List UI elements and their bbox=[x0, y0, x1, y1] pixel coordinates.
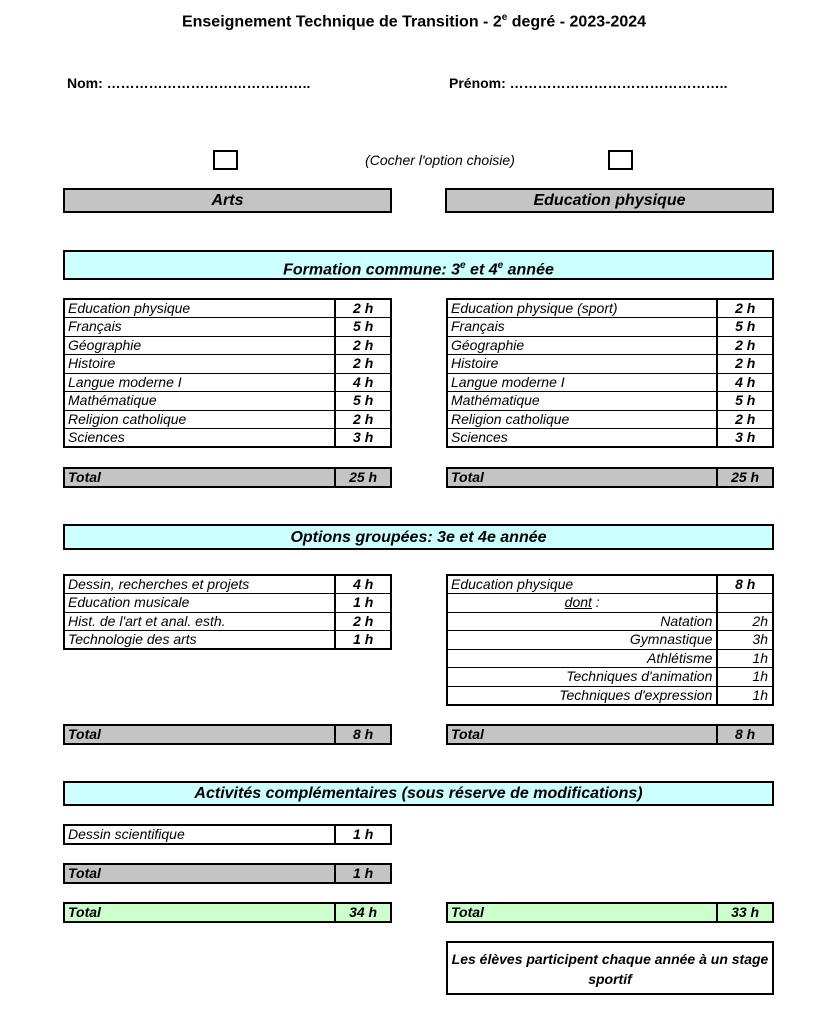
activites-total bbox=[63, 863, 392, 884]
table-row bbox=[64, 373, 391, 392]
total-label: Total bbox=[64, 468, 335, 487]
subject-cell: Hist. de l'art et anal. esth. bbox=[64, 612, 335, 631]
subject-cell: Sciences bbox=[64, 429, 335, 448]
table-row bbox=[64, 336, 391, 355]
subject-cell: Natation bbox=[447, 612, 717, 631]
education-physique-option-header: Education physique bbox=[445, 188, 774, 213]
subject-cell: Sciences bbox=[447, 429, 717, 448]
page-title bbox=[0, 12, 828, 31]
hours-cell: 2 h bbox=[717, 355, 773, 374]
table-row bbox=[64, 299, 391, 318]
table-row bbox=[447, 429, 773, 448]
hours-cell: 5 h bbox=[717, 318, 773, 337]
table-row bbox=[64, 318, 391, 337]
hours-cell: 2 h bbox=[335, 612, 391, 631]
subject-cell: Education physique bbox=[447, 575, 717, 594]
grand-total-ep bbox=[446, 902, 774, 923]
hours-cell: 1h bbox=[717, 668, 773, 687]
subject-cell: Education musicale bbox=[64, 594, 335, 613]
options-arts-table bbox=[63, 574, 392, 650]
table-row bbox=[447, 318, 773, 337]
stage-sportif-note: Les élèves participent chaque année à un stage sportif bbox=[446, 941, 774, 995]
table-row bbox=[64, 631, 391, 650]
hours-cell: 5 h bbox=[335, 392, 391, 411]
nom-field[interactable]: Nom: …………………………………….. bbox=[67, 75, 311, 91]
table-row bbox=[447, 612, 773, 631]
section-options-groupees: Options groupées: 3e et 4e année bbox=[63, 524, 774, 550]
hours-cell: 3 h bbox=[335, 429, 391, 448]
table-row bbox=[447, 355, 773, 374]
subject-cell: Techniques d'expression bbox=[447, 686, 717, 705]
cocher-instruction: (Cocher l'option choisie) bbox=[365, 152, 515, 168]
section-sup: e bbox=[460, 260, 466, 271]
table-row bbox=[64, 410, 391, 429]
section-text: et 4 bbox=[465, 261, 498, 279]
subject-cell: Athlétisme bbox=[447, 649, 717, 668]
subject-cell: Histoire bbox=[64, 355, 335, 374]
table-row bbox=[64, 612, 391, 631]
hours-cell: 4 h bbox=[717, 373, 773, 392]
subject-cell: Dessin scientifique bbox=[64, 825, 335, 844]
hours-cell: 4 h bbox=[335, 575, 391, 594]
dont-colon: : bbox=[591, 594, 600, 611]
hours-cell: 2h bbox=[717, 612, 773, 631]
section-formation-commune bbox=[63, 250, 774, 280]
total-label: Total bbox=[64, 903, 335, 922]
subject-cell: Dessin, recherches et projets bbox=[64, 575, 335, 594]
subject-cell: Langue moderne I bbox=[447, 373, 717, 392]
subject-cell: Mathématique bbox=[64, 392, 335, 411]
empty-hours-cell bbox=[717, 594, 773, 613]
dont-label: dont bbox=[564, 594, 592, 611]
table-row bbox=[447, 373, 773, 392]
section-activites: Activités complémentaires (sous réserve de modifications) bbox=[63, 781, 774, 806]
title-superscript: e bbox=[501, 12, 508, 23]
table-row bbox=[64, 825, 391, 844]
arts-option-header: Arts bbox=[63, 188, 392, 213]
table-row bbox=[447, 649, 773, 668]
table-row bbox=[64, 355, 391, 374]
subject-cell: Education physique bbox=[64, 299, 335, 318]
hours-cell: 1 h bbox=[335, 825, 391, 844]
table-row bbox=[447, 631, 773, 650]
prenom-field[interactable]: Prénom: ……………………………………….. bbox=[449, 75, 728, 91]
total-value: 25 h bbox=[717, 468, 773, 487]
hours-cell: 8 h bbox=[717, 575, 773, 594]
table-row bbox=[447, 299, 773, 318]
table-row bbox=[447, 668, 773, 687]
formation-commune-arts-table bbox=[63, 298, 392, 448]
subject-cell: Français bbox=[447, 318, 717, 337]
formation-ep-total bbox=[446, 467, 774, 488]
options-arts-total bbox=[63, 724, 392, 745]
subject-cell: Gymnastique bbox=[447, 631, 717, 650]
total-label: Total bbox=[447, 468, 717, 487]
total-value: 33 h bbox=[717, 903, 773, 922]
subject-cell: Techniques d'animation bbox=[447, 668, 717, 687]
total-label: Total bbox=[64, 725, 335, 744]
formation-commune-ep-table bbox=[446, 298, 774, 448]
hours-cell: 3h bbox=[717, 631, 773, 650]
total-label: Total bbox=[447, 903, 717, 922]
table-row bbox=[447, 594, 773, 613]
subject-cell: Mathématique bbox=[447, 392, 717, 411]
section-text: année bbox=[503, 261, 554, 279]
title-text-end: degré - 2023-2024 bbox=[507, 13, 647, 31]
total-label: Total bbox=[64, 864, 335, 883]
subject-cell: Education physique (sport) bbox=[447, 299, 717, 318]
hours-cell: 1 h bbox=[335, 594, 391, 613]
subject-cell: Technologie des arts bbox=[64, 631, 335, 650]
table-row bbox=[447, 575, 773, 594]
subject-cell: Géographie bbox=[64, 336, 335, 355]
total-value: 1 h bbox=[335, 864, 391, 883]
table-row bbox=[447, 336, 773, 355]
total-value: 25 h bbox=[335, 468, 391, 487]
activites-table bbox=[63, 824, 392, 845]
hours-cell: 1h bbox=[717, 686, 773, 705]
total-value: 8 h bbox=[335, 725, 391, 744]
total-value: 8 h bbox=[717, 725, 773, 744]
hours-cell: 2 h bbox=[335, 355, 391, 374]
hours-cell: 2 h bbox=[717, 410, 773, 429]
grand-total-arts bbox=[63, 902, 392, 923]
hours-cell: 2 h bbox=[335, 336, 391, 355]
hours-cell: 5 h bbox=[717, 392, 773, 411]
hours-cell: 2 h bbox=[717, 336, 773, 355]
options-ep-total bbox=[446, 724, 774, 745]
table-row bbox=[447, 392, 773, 411]
section-text: Formation commune: 3 bbox=[283, 261, 461, 279]
subject-cell: Religion catholique bbox=[447, 410, 717, 429]
table-row bbox=[447, 686, 773, 705]
table-row bbox=[64, 575, 391, 594]
hours-cell: 1 h bbox=[335, 631, 391, 650]
subject-cell: Géographie bbox=[447, 336, 717, 355]
subject-cell: Religion catholique bbox=[64, 410, 335, 429]
table-row bbox=[64, 594, 391, 613]
hours-cell: 4 h bbox=[335, 373, 391, 392]
hours-cell: 1h bbox=[717, 649, 773, 668]
table-row bbox=[64, 429, 391, 448]
hours-cell: 3 h bbox=[717, 429, 773, 448]
education-physique-option-checkbox[interactable] bbox=[608, 150, 633, 170]
hours-cell: 5 h bbox=[335, 318, 391, 337]
table-row bbox=[64, 392, 391, 411]
hours-cell: 2 h bbox=[335, 299, 391, 318]
title-text: Enseignement Technique de Transition - 2 bbox=[181, 13, 502, 31]
hours-cell: 2 h bbox=[717, 299, 773, 318]
hours-cell: 2 h bbox=[335, 410, 391, 429]
table-row bbox=[447, 410, 773, 429]
formation-arts-total bbox=[63, 467, 392, 488]
subject-cell: Histoire bbox=[447, 355, 717, 374]
options-ep-table bbox=[446, 574, 774, 706]
total-label: Total bbox=[447, 725, 717, 744]
total-value: 34 h bbox=[335, 903, 391, 922]
section-sup: e bbox=[497, 260, 504, 271]
subject-cell: Langue moderne I bbox=[64, 373, 335, 392]
subject-cell: Français bbox=[64, 318, 335, 337]
dont-cell bbox=[447, 594, 717, 613]
